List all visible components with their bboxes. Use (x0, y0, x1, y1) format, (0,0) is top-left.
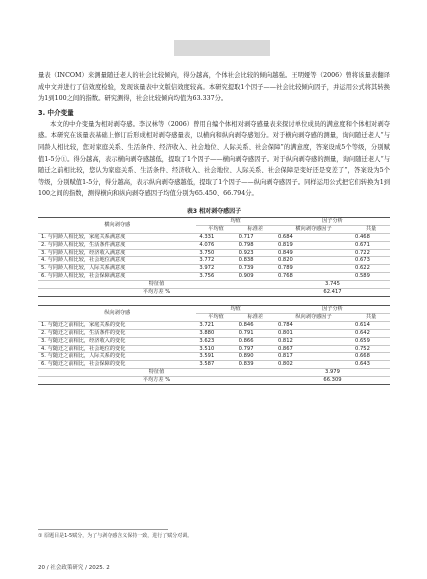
paragraph: 本文的中介变量为相对剥夺感。李汉林等（2006）曾用自编个体相对剥夺感量表来探讨单位成员的满意度和个体相对剥夺感。本研究在该量表基础上修订后形成相对剥夺感量表，以横向和纵向剥夺感划分。对于横向剥夺感的测量，询问随迁老人“与同龄人相比较，您对家庭关系、生活条件、经济收入、社会地位、人际关系、社会保障”的满意度，答案设成5个等级，分别赋值1-5分①。得分越高，表示横向剥夺感越低，提取了1个因子——横向剥夺感因子。对于纵向剥夺感的测量，询问随迁老人“与随迁之前相比较，您认为家庭关系、生活条件、经济收入、社会地位、人际关系、社会保障是变好还是变差了”，答案设为5个等级，分别赋值1-5分，得分越高，表示纵向剥夺感越低，提取了1个因子——纵向剥夺感因子。同样运用公式把它们转换为1到100之间的指数，测得横向和纵向剥夺感因子均值分别为65.450、66.794分。 (38, 120, 390, 198)
cell-comm: 0.589 (352, 273, 390, 281)
row-label: 2. 与同龄人相比较，生活条件满意度 (38, 241, 196, 249)
row-label: 4. 与同龄人相比较，社会地位满意度 (38, 257, 196, 265)
cell-sd: 0.797 (236, 345, 275, 353)
cell-mean: 3.587 (196, 361, 235, 369)
column-header: 标准差 (236, 313, 275, 321)
variance-value: 62.417 (275, 289, 390, 297)
cell-mean: 4.076 (196, 241, 235, 249)
cell-comm: 0.671 (352, 241, 390, 249)
cell-sd: 0.798 (236, 241, 275, 249)
cell-sd: 0.717 (236, 233, 275, 241)
cell-sd: 0.838 (236, 257, 275, 265)
table-vertical-deprivation (38, 305, 390, 385)
column-header: 平均值 (196, 225, 235, 233)
table-row (38, 353, 390, 361)
eigen-row (38, 281, 390, 289)
cell-mean: 3.510 (196, 345, 235, 353)
cell-sd: 0.923 (236, 249, 275, 257)
cell-mean: 3.750 (196, 249, 235, 257)
table-row (38, 337, 390, 345)
eigen-value: 3.979 (275, 369, 390, 377)
column-header: 平均值 (196, 313, 235, 321)
cell-mean: 3.880 (196, 329, 235, 337)
cell-comm: 0.722 (352, 249, 390, 257)
document-body (38, 70, 390, 385)
cell-comm: 0.468 (352, 233, 390, 241)
row-label: 1. 与随迁之前相比，家庭关系的变化 (38, 321, 196, 329)
row-label: 5. 与随迁之前相比，人际关系的变化 (38, 353, 196, 361)
cell-comm: 0.622 (352, 265, 390, 273)
table-row (38, 257, 390, 265)
cell-sd: 0.839 (236, 361, 275, 369)
table-row (38, 273, 390, 281)
eigen-row (38, 369, 390, 377)
cell-mean: 3.972 (196, 265, 235, 273)
cell-load: 0.789 (275, 265, 352, 273)
row-label: 6. 与随迁之前相比，社会保障的变化 (38, 361, 196, 369)
column-header: 横向剥夺感因子 (275, 225, 352, 233)
cell-comm: 0.752 (352, 345, 390, 353)
column-header: 因子分析 (275, 306, 390, 314)
cell-sd: 0.739 (236, 265, 275, 273)
table-row (38, 345, 390, 353)
cell-sd: 0.846 (236, 321, 275, 329)
column-header: 共量 (352, 313, 390, 321)
header-bar (174, 40, 270, 56)
variance-label: 平均方差 % (38, 377, 275, 385)
cell-sd: 0.866 (236, 337, 275, 345)
row-label: 3. 与随迁之前相比，经济收入的变化 (38, 337, 196, 345)
table-row (38, 321, 390, 329)
cell-comm: 0.614 (352, 321, 390, 329)
eigen-value: 3.745 (275, 281, 390, 289)
cell-comm: 0.643 (352, 361, 390, 369)
table-horizontal-deprivation (38, 217, 390, 297)
cell-load: 0.768 (275, 273, 352, 281)
cell-mean: 3.756 (196, 273, 235, 281)
table-caption: 表3 相对剥夺感因子 (186, 207, 242, 215)
cell-load: 0.849 (275, 249, 352, 257)
row-label: 1. 与同龄人相比较，家庭关系满意度 (38, 233, 196, 241)
column-header: 共量 (352, 225, 390, 233)
cell-load: 0.819 (275, 241, 352, 249)
intro-paragraph: 量表（INCOM）来测量随迁老人的社会比较倾向，得分越高，个体社会比较的倾向越强。王明娅等（2006）曾将该量表翻译成中文并进行了信效度检验，发现该量表中文版信效度较高。本研究提取1个因子——社会比较倾向因子，并运用公式将其转换为1到100之间的指数。研究测得，社会比较倾向均值为63.337分。 (38, 72, 390, 103)
cell-load: 0.801 (275, 329, 352, 337)
cell-comm: 0.668 (352, 353, 390, 361)
cell-load: 0.817 (275, 353, 352, 361)
table-row (38, 249, 390, 257)
table-row (38, 361, 390, 369)
eigen-label: 特征值 (38, 369, 275, 377)
row-label: 6. 与同龄人相比较，社会保障满意度 (38, 273, 196, 281)
variance-label: 平均方差 % (38, 289, 275, 297)
variance-row (38, 377, 390, 385)
section-heading: 3. 中介变量 (38, 108, 74, 117)
column-header: 因子分析 (275, 217, 390, 225)
cell-mean: 3.591 (196, 353, 235, 361)
cell-sd: 0.890 (236, 353, 275, 361)
cell-comm: 0.673 (352, 257, 390, 265)
variance-value: 66.309 (275, 377, 390, 385)
table-row (38, 233, 390, 241)
table-row-header: 纵向剥夺感 (38, 306, 196, 322)
cell-mean: 3.623 (196, 337, 235, 345)
cell-load: 0.802 (275, 361, 352, 369)
cell-load: 0.812 (275, 337, 352, 345)
column-header: 均值 (196, 306, 275, 314)
cell-mean: 3.721 (196, 321, 235, 329)
table-row (38, 241, 390, 249)
cell-sd: 0.909 (236, 273, 275, 281)
column-header: 标准差 (236, 225, 275, 233)
table-row (38, 329, 390, 337)
cell-load: 0.867 (275, 345, 352, 353)
row-label: 5. 与同龄人相比较，人际关系满意度 (38, 265, 196, 273)
column-header: 纵向剥夺感因子 (275, 313, 352, 321)
cell-load: 0.784 (275, 321, 352, 329)
table-row (38, 265, 390, 273)
cell-mean: 4.331 (196, 233, 235, 241)
row-label: 3. 与同龄人相比较，经济收入满意度 (38, 249, 196, 257)
column-header: 均值 (196, 217, 275, 225)
cell-mean: 3.772 (196, 257, 235, 265)
cell-comm: 0.659 (352, 337, 390, 345)
cell-comm: 0.642 (352, 329, 390, 337)
cell-load: 0.684 (275, 233, 352, 241)
row-label: 4. 与随迁之前相比，社会地位的变化 (38, 345, 196, 353)
table-row-header: 横向剥夺感 (38, 217, 196, 233)
cell-load: 0.820 (275, 257, 352, 265)
row-label: 2. 与随迁之前相比，生活条件的变化 (38, 329, 196, 337)
footnote: ① 原题目是1-5赋分，为了与剥夺感含义保持一致，进行了赋分对调。 (38, 533, 193, 539)
variance-row (38, 289, 390, 297)
eigen-label: 特征值 (38, 281, 275, 289)
cell-sd: 0.791 (236, 329, 275, 337)
footnote-divider (38, 529, 168, 530)
page-footer: 20 / 社会政策研究 / 2025. 2 (38, 565, 110, 571)
